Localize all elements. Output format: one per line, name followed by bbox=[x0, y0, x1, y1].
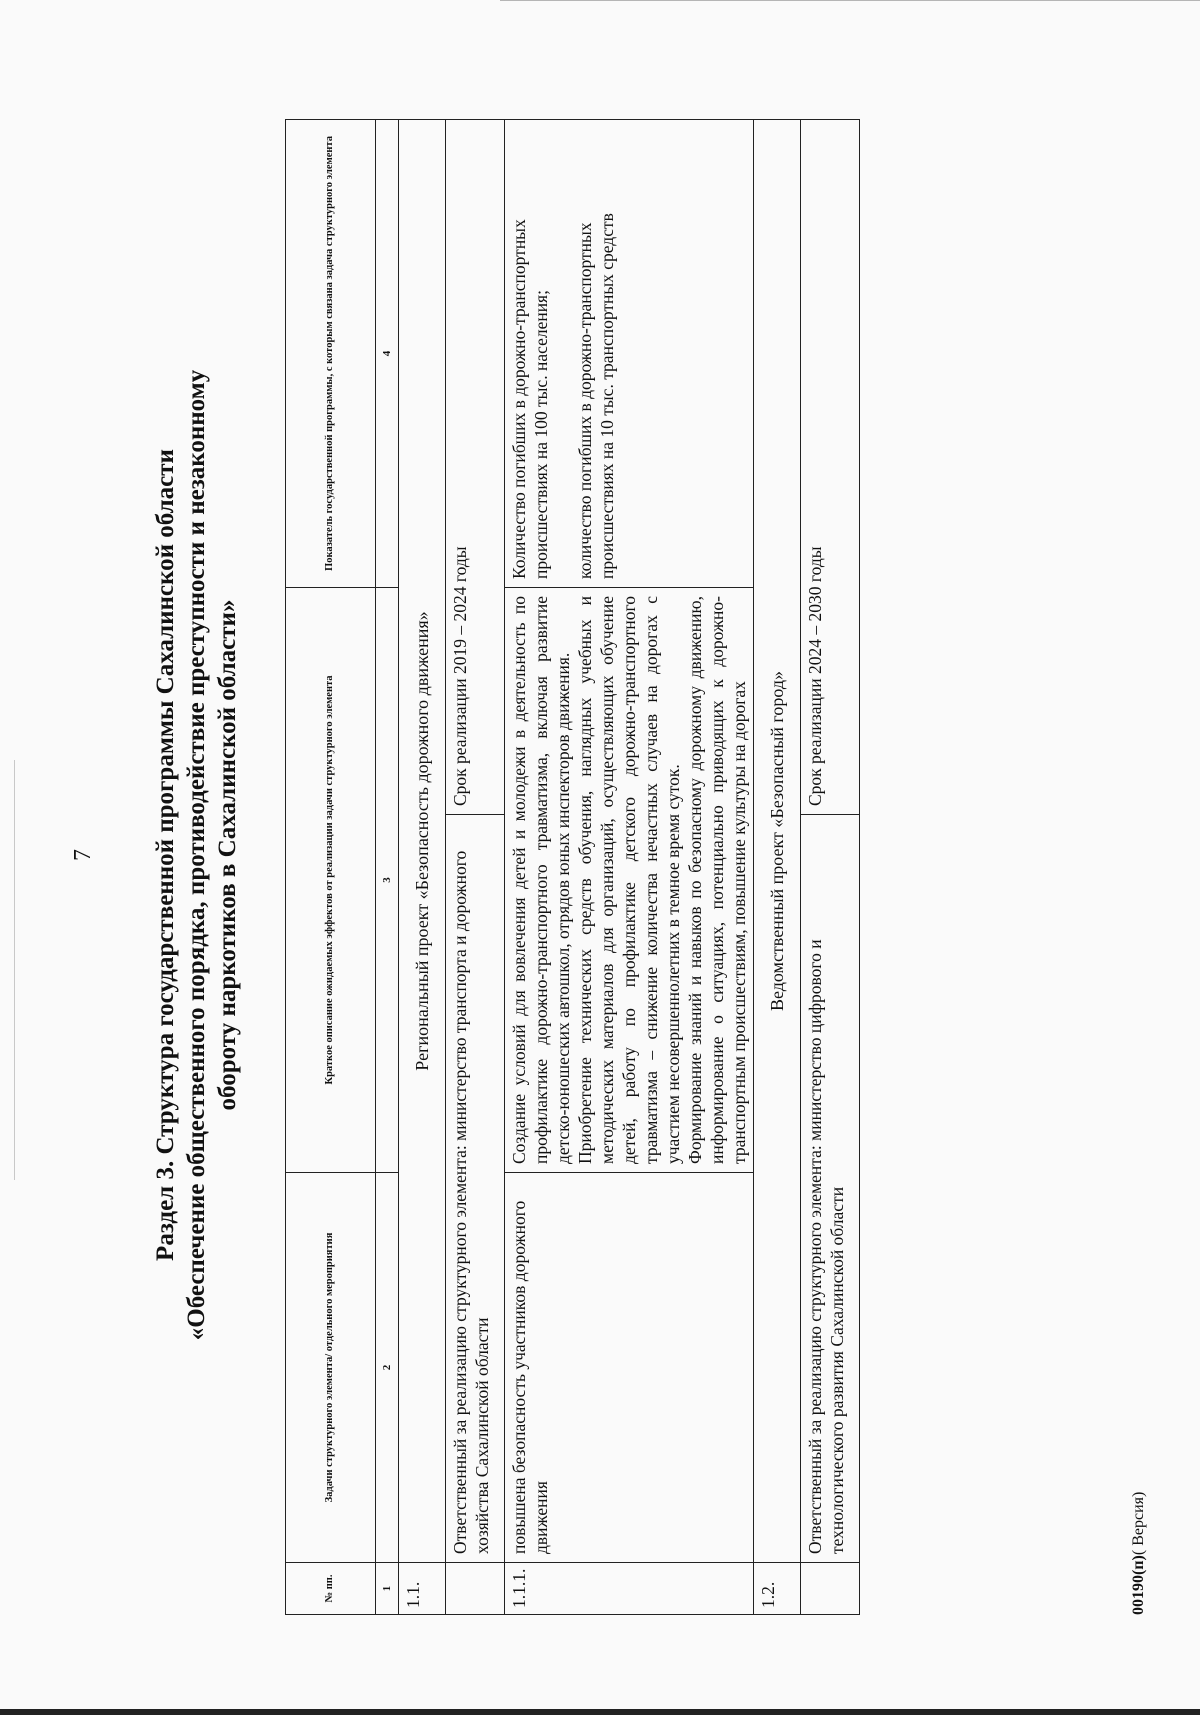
title-line-3: обороту наркотиков в Сахалинской области» bbox=[214, 599, 241, 1111]
page-number: 7 bbox=[70, 849, 96, 861]
empty-cell bbox=[446, 1563, 505, 1615]
term-text: Срок реализации 2019 – 2024 годы bbox=[446, 120, 505, 815]
document-version: ( Версия) bbox=[1130, 1491, 1147, 1556]
section-number: 1.2. bbox=[754, 1563, 801, 1615]
header-effects: Краткое описание ожидаемых эффектов от реализации задачи структурного элемента bbox=[286, 588, 376, 1173]
responsible-text: Ответственный за реализацию структурного элемента: министерство транспорта и дорожного хозяйства Сахалинской области bbox=[446, 815, 505, 1563]
task-name: повышена безопасность участников дорожного движения bbox=[505, 1173, 754, 1563]
task-indicators bbox=[505, 120, 754, 588]
indicator-item: Количество погибших в дорожно-транспортных происшествиях на 100 тыс. населения; bbox=[509, 219, 551, 579]
header-indicators: Показатель государственной программы, с которым связана задача структурного элемента bbox=[286, 120, 376, 588]
section-title bbox=[150, 175, 243, 1535]
column-number: 4 bbox=[376, 120, 399, 588]
term-text: Срок реализации 2024 – 2030 годы bbox=[801, 120, 860, 815]
header-number: № пп. bbox=[286, 1563, 376, 1615]
table-row bbox=[801, 120, 860, 1615]
section-project-title: Ведомственный проект «Безопасный город» bbox=[754, 120, 801, 1563]
document-code-number: 00190(п) bbox=[1130, 1555, 1147, 1615]
table-row bbox=[754, 120, 801, 1615]
table-row bbox=[399, 120, 446, 1615]
structure-table bbox=[285, 119, 860, 1615]
empty-cell bbox=[801, 1563, 860, 1615]
effect-paragraph: Формирование знаний и навыков по безопасному дорожному движению, информирование о ситуациях, потенциально приводящих к дорожно-транспортным происшествиям, повышение культуры на дорогах bbox=[685, 596, 749, 1164]
title-line-2: «Обеспечение общественного порядка, противодействие преступности и незаконному bbox=[183, 369, 210, 1341]
column-number: 3 bbox=[376, 588, 399, 1173]
column-number-row bbox=[376, 120, 399, 1615]
effect-paragraph: Приобретение технических средств обучения, наглядных учебных и методических материалов для организаций, осуществляющих обучение детей, работу по профилактике детского дорожно-транспортного травматизма – снижение количества нечастных случаев на дорогах с участием несовершеннолетних в темное время суток. bbox=[575, 596, 683, 1164]
table-row bbox=[446, 120, 505, 1615]
column-number: 1 bbox=[376, 1563, 399, 1615]
task-effects bbox=[505, 588, 754, 1173]
section-project-title: Региональный проект «Безопасность дорожного движения» bbox=[399, 120, 446, 1563]
table-header-row bbox=[286, 120, 376, 1615]
indicator-item: количество погибших в дорожно-транспортных происшествиях на 10 тыс. транспортных средств bbox=[575, 213, 617, 579]
column-number: 2 bbox=[376, 1173, 399, 1563]
effect-paragraph: Создание условий для вовлечения детей и молодежи в деятельность по профилактике дорожно-транспортного травматизма, включая развитие детско-юношеских автошкол, отрядов юных инспекторов движения. bbox=[509, 596, 573, 1164]
task-number: 1.1.1. bbox=[505, 1563, 754, 1615]
section-number: 1.1. bbox=[399, 1563, 446, 1615]
table-row bbox=[505, 120, 754, 1615]
responsible-text: Ответственный за реализацию структурного элемента: министерство цифрового и технологического развития Сахалинской области bbox=[801, 815, 860, 1563]
document-code bbox=[1130, 1492, 1148, 1615]
header-tasks: Задачи структурного элемента/ отдельного мероприятия bbox=[286, 1173, 376, 1563]
title-line-1: Раздел 3. Структура государственной программы Сахалинской области bbox=[152, 449, 179, 1261]
